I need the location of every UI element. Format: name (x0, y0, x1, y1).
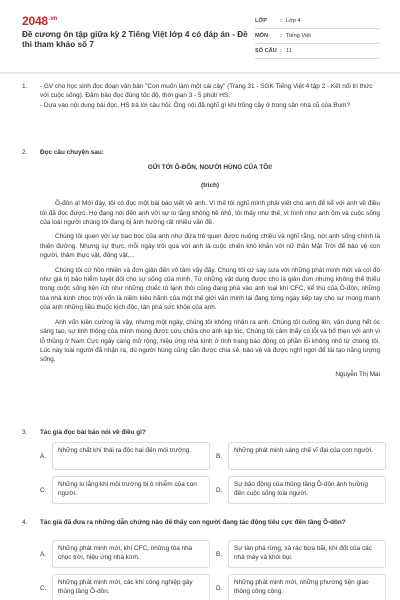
option-text[interactable]: Những phát minh mới, những phương tiện giao thông công cộng. (228, 574, 386, 600)
option-text[interactable]: Những phát minh mới, các khí công nghiệp gây thủng tầng Ô-dôn. (52, 574, 210, 600)
reading-passage (40, 148, 380, 379)
option-text[interactable]: Sự tàn phá rừng, xả rác bừa bãi, khí đốt của các nhà máy và khói bụi. (228, 540, 386, 568)
question-2 (22, 148, 380, 418)
header (22, 10, 380, 66)
meta-value: Lớp 4 (286, 18, 301, 24)
meta-value: 11 (286, 48, 292, 54)
meta-table (255, 14, 380, 59)
option-text[interactable]: Sự bảo động của thủng tầng Ô-dôn ảnh hưởng đến cuộc sống loài người. (228, 476, 386, 504)
answer-option-d[interactable] (216, 574, 388, 600)
option-letter: C. (40, 487, 47, 494)
meta-label: MÔN (255, 33, 269, 39)
story-author: Nguyễn Thị Mai (335, 370, 380, 378)
meta-label: SỐ CÂU (255, 48, 277, 54)
question-number: 1. (22, 83, 28, 90)
question-4 (22, 518, 380, 600)
option-letter: D. (216, 585, 223, 592)
header-divider (0, 72, 400, 74)
story-title: GỬI TỚI Ô-ĐÔN, NGƯỜI HÙNG CỦA TÔI! (147, 164, 273, 172)
logo-text: 2048 (22, 14, 48, 28)
question-number: 3. (22, 429, 28, 436)
question-number: 4. (22, 519, 28, 526)
option-text[interactable]: Những phát minh mới, khí CFC, những tòa nhà chọc trời, hiệu ứng nhà kính. (52, 540, 210, 568)
site-logo[interactable] (22, 14, 57, 28)
question-heading: Đọc câu chuyện sau: (40, 149, 104, 156)
answer-option-b[interactable] (216, 540, 388, 570)
story-paragraph: Anh vốn kiên cường là vậy, nhưng một ngày, chúng tôi không nhận ra anh. Chúng tôi cuống lên, vận dụng hết óc sáng tạo, sự tinh thông của mình mong được cứu chữa cho anh kịp lúc. Chúng tôi cảm thấy có lỗi và hổ thẹn với anh vì lỗ thủng ở Nam Cực ngày càng mở rộng, hiệu ứng nhà kính ở tình trạng báo động có phần lỗi không nhỏ từ chúng tôi. Lúc này loài người đã nhận ra, dù người hùng cũng cần được chia sẻ, bảo vệ và được nghỉ ngơi để tái tạo năng lượng sống. (40, 318, 380, 364)
answer-option-b[interactable] (216, 442, 388, 472)
story-excerpt-label: (trích) (200, 181, 220, 189)
option-letter: B. (216, 453, 223, 460)
option-letter: D. (216, 487, 223, 494)
option-letter: C. (40, 585, 47, 592)
meta-row-count (255, 44, 380, 59)
answer-option-a[interactable] (40, 442, 212, 472)
question-3 (22, 428, 380, 508)
question-text: Tác giả đã đưa ra những dẫn chứng nào để thấy con người đang tác động tiêu cực đến tầng Ô-dôn? (40, 519, 346, 526)
story-paragraph: Chúng tôi quen với sự bao bọc của anh như đứa trẻ quen được nuông chiều và nghĩ rằng, nơi anh sống chính là thiên đường. Nhưng sự thực, mỗi ngày trôi qua với anh là cuộc chiến khó khăn với nữ thần Mặt Trời để bảo vệ con người, thảm thực vật, động vật,... (40, 233, 380, 260)
page-title: Đề cương ôn tập giữa kỳ 2 Tiếng Việt lớp 4 có đáp án - Đề thi tham khảo số 7 (22, 30, 248, 49)
option-letter: A. (40, 551, 47, 558)
meta-separator: : (280, 48, 282, 54)
meta-label: LỚP (255, 18, 267, 24)
meta-value: Tiếng Việt (286, 33, 311, 39)
answer-option-d[interactable] (216, 476, 388, 506)
meta-separator: : (280, 18, 282, 24)
instruction-line: - Dựa vào nội dung bài đọc, HS trả lời câu hỏi: Ông nội đã nghĩ gì khi trồng cây ở trong sân nhà cũ của Bum? (40, 101, 351, 109)
option-letter: B. (216, 551, 223, 558)
option-letter: A. (40, 453, 47, 460)
question-text (40, 82, 380, 110)
story-paragraph: Chúng tôi cứ hồn nhiên và đơn giản đến vô tâm vậy đấy. Chúng tôi cứ say sưa với những phát minh mới và coi đó như giá trị bảo hiểm tuyệt đối cho sự sống của mình. Từ những vật dụng được cho là giản đơn nhưng không thể thiếu trong cuộc sống tiện ích như những chiếc tủ lạnh thôi cũng đang phá vào anh loại khí CFC, kể thù của Ô-đôn, những tòa nhà kính chọc trời vốn là niềm kiêu hãnh của một thế giới văn minh lại đang từng ngày tiếp tay cho sự mong manh của anh những liều thuốc kịch độc, tàn phá sức khỏe của anh. (40, 266, 380, 312)
question-number: 2. (22, 149, 28, 156)
option-text[interactable]: Những phát minh sáng chế vĩ đại của con người. (228, 442, 386, 470)
question-text: Tác giả đọc bài báo nói về điều gì? (40, 429, 146, 436)
story-paragraph: Ô-đôn ạ! Mới đây, tôi có đọc một bài báo viết về anh. Vì thế tôi nghĩ mình phải viết cho anh để kể với anh về điều tôi đã đọc được. Họ đang nói đến anh với sự lo lắng không hề nhỏ, tôi thấy như thế, vì hình như anh ốm và cuộc sống của loài người chúng tôi đang bị ảnh hưởng rất nhiều vấn đề. (40, 200, 380, 227)
meta-row-class (255, 14, 380, 29)
answer-option-c[interactable] (40, 476, 212, 506)
option-text[interactable]: Những lo lắng khi môi trường bị ô nhiễm của con người. (52, 476, 210, 504)
instruction-line: - GV cho học sinh đọc đoạn văn bản "Con muốn làm một cái cây" (Trang 31 - SGK Tiếng Việt 4 tập 2 - Kết nối tri thức với cuộc sống). Đảm bảo đọc đúng tốc độ, thời gian 3 - 5 phút/ HS. (40, 83, 373, 100)
meta-separator: : (280, 33, 282, 39)
logo-suffix: .vn (48, 16, 57, 22)
meta-row-subject (255, 29, 380, 44)
answer-option-a[interactable] (40, 540, 212, 570)
question-1 (22, 82, 380, 132)
answer-option-c[interactable] (40, 574, 212, 600)
option-text[interactable]: Những chất khí thải ra độc hại đến môi trường. (52, 442, 210, 470)
